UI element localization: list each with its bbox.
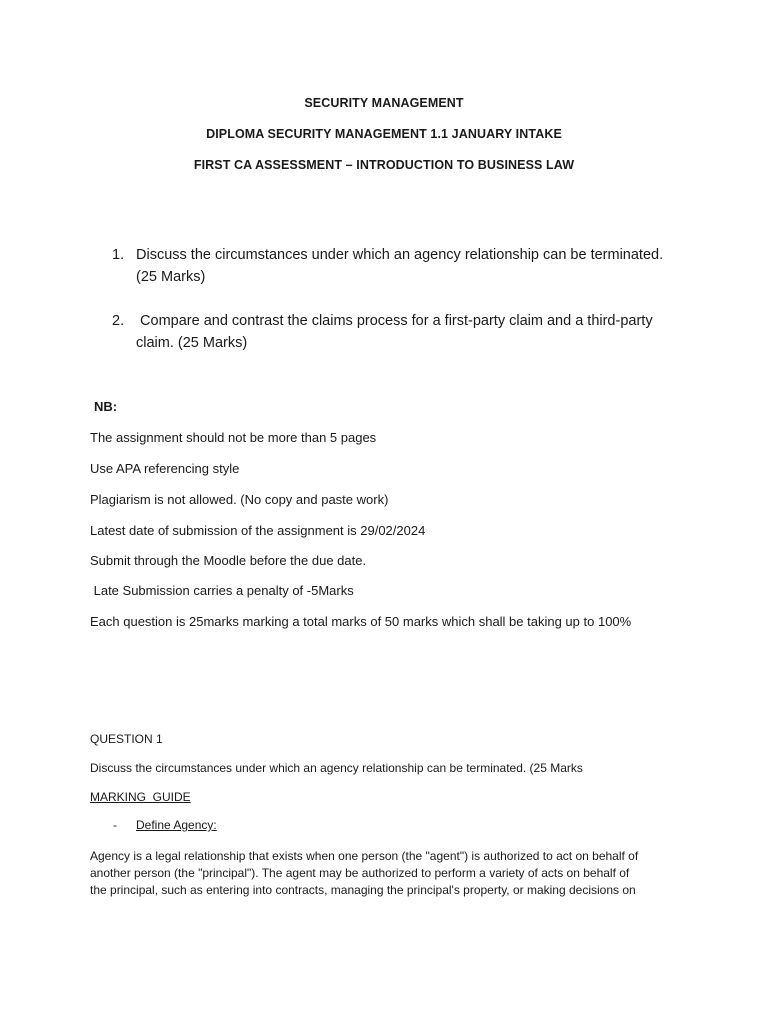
section-prompt: Discuss the circumstances under which an agency relationship can be terminated. (25 Marks [90,761,583,775]
bullet-dash: - [113,818,117,832]
note-item: Each question is 25marks marking a total marks of 50 marks which shall be taking up to 100% [90,614,632,629]
note-item: Submit through the Moodle before the due date. [90,553,367,568]
question-text-line: Discuss the circumstances under which an agency relationship can be terminated. [136,247,664,263]
question-text-line: Compare and contrast the claims process for a first-party claim and a third-party [136,313,653,329]
question-item-1 [112,244,692,288]
question-number: 2. [112,313,125,329]
define-agency-label: Define Agency: [136,818,217,832]
paragraph-line: another person (the "principal"). The agent may be authorized to perform a variety of acts on behalf of [90,866,630,880]
note-item: Use APA referencing style [90,461,240,476]
note-item: Late Submission carries a penalty of -5Marks [90,583,354,598]
paragraph-line: the principal, such as entering into contracts, managing the principal's property, or making decisions on [90,883,636,897]
question-text-line: claim. (25 Marks) [136,335,248,351]
note-item: Latest date of submission of the assignment is 29/02/2024 [90,523,426,538]
question-item-2 [112,310,692,354]
paragraph-line: Agency is a legal relationship that exists when one person (the "agent") is authorized to act on behalf of [90,849,639,863]
marking-guide-label: MARKING GUIDE [90,790,191,804]
note-item: Plagiarism is not allowed. (No copy and paste work) [90,492,389,507]
program-title: DIPLOMA SECURITY MANAGEMENT 1.1 JANUARY INTAKE [206,127,562,141]
agency-paragraph [90,848,675,899]
nb-label: NB: [94,399,118,414]
question-text-line: (25 Marks) [136,269,206,285]
note-item: The assignment should not be more than 5 pages [90,430,377,445]
section-title: QUESTION 1 [90,732,163,746]
question-number: 1. [112,247,125,263]
assessment-title: FIRST CA ASSESSMENT – INTRODUCTION TO BUSINESS LAW [193,158,575,172]
course-title: SECURITY MANAGEMENT [304,96,464,110]
